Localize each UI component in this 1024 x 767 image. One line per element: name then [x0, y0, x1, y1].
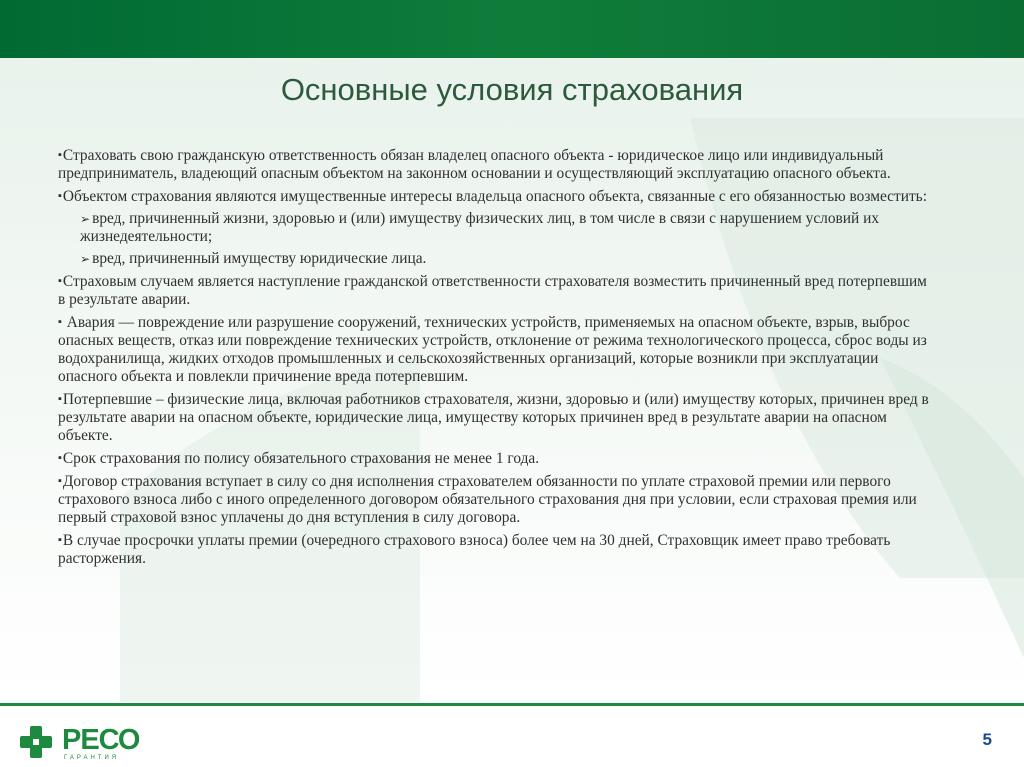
bullet-text: Страховым случаем является наступление гражданской ответственности страхователя возместить причиненный вред потерпевшим в результате аварии.	[58, 272, 927, 308]
logo-name: РЕСО	[62, 724, 140, 756]
reso-logo	[14, 724, 144, 760]
bullet-item	[58, 472, 938, 528]
bullet-item	[58, 313, 938, 387]
bullet-text: Страховать свою гражданскую ответственность обязан владелец опасного объекта - юридическое лицо или индивидуальный предприниматель, владеющий опасным объектом на законном основании и осуществляющий эксплуатацию опасного объекта.	[58, 147, 891, 183]
logo-tagline: ГАРАНТИЯ	[64, 755, 120, 761]
bullet-text: вред, причиненный жизни, здоровью и (или) имуществу физических лиц, в том числе в связи с нарушением условий их жизнедеятельности;	[80, 209, 880, 245]
square-bullet-icon: ▪	[58, 190, 62, 202]
bullet-text: Договор страхования вступает в силу со дня исполнения страхователем обязанности по уплате страховой премии или первого страхового взноса либо с иного определенного договором обязательного страхования дня при условии, если страховая премия или первый страховой взнос уплачены до дня вступления в силу договора.	[58, 473, 917, 527]
bullet-item	[58, 146, 938, 183]
header-band	[0, 0, 1024, 58]
sub-bullet-item	[58, 210, 938, 246]
square-bullet-icon: ▪	[58, 315, 62, 328]
square-bullet-icon: ▪	[58, 534, 62, 547]
bullet-item	[58, 272, 938, 309]
bullet-text: Авария — повреждение или разрушение сооружений, технических устройств, применяемых на опасном объекте, взрыв, выброс опасных веществ, отказ или повреждение технических устройств, отклонение от режима технологического процесса, сброс воды из водохранилища, жидких отходов промышленных и сельскохозяйственных организаций, которые возникли при эксплуатации опасного объекта и повлекли причинение вреда потерпевшим.	[58, 313, 927, 386]
bullet-item	[58, 531, 938, 568]
bullet-text: Объектом страхования являются имущественные интересы владельца опасного объекта, связанные с его обязанностью возместить:	[62, 188, 927, 205]
bullet-text: В случае просрочки уплаты премии (очередного страхового взноса) более чем на 30 дней, Страховщик имеет право требовать расторжения.	[58, 532, 891, 568]
footer-divider	[0, 703, 1024, 706]
bullet-text: вред, причиненный имуществу юридические лица.	[92, 249, 427, 267]
reso-emblem-icon	[14, 724, 58, 760]
square-bullet-icon: ▪	[58, 452, 62, 465]
square-bullet-icon: ▪	[58, 274, 62, 287]
square-bullet-icon: ▪	[58, 393, 62, 405]
square-bullet-icon: ▪	[58, 149, 62, 161]
bullet-item	[58, 390, 938, 446]
bullet-item	[58, 187, 938, 206]
bullet-text: Срок страхования по полису обязательного страхования не менее 1 года.	[62, 450, 540, 468]
slide-title: Основные условия страхования	[280, 72, 744, 107]
slide-body	[58, 146, 938, 572]
bullet-text: Потерпевшие – физические лица, включая работников страхователя, жизни, здоровью и (или) имуществу которых, причинен вред в результате аварии на опасном объекте, юридические лица, имуществу которых причинен вред в результате аварии на опасном объекте.	[58, 391, 929, 445]
arrow-bullet-icon: ➢	[80, 251, 91, 266]
sub-bullet-item	[58, 250, 938, 268]
bullet-item	[58, 449, 938, 468]
arrow-bullet-icon: ➢	[80, 211, 91, 226]
square-bullet-icon: ▪	[58, 475, 62, 487]
page-number: 5	[982, 730, 992, 749]
